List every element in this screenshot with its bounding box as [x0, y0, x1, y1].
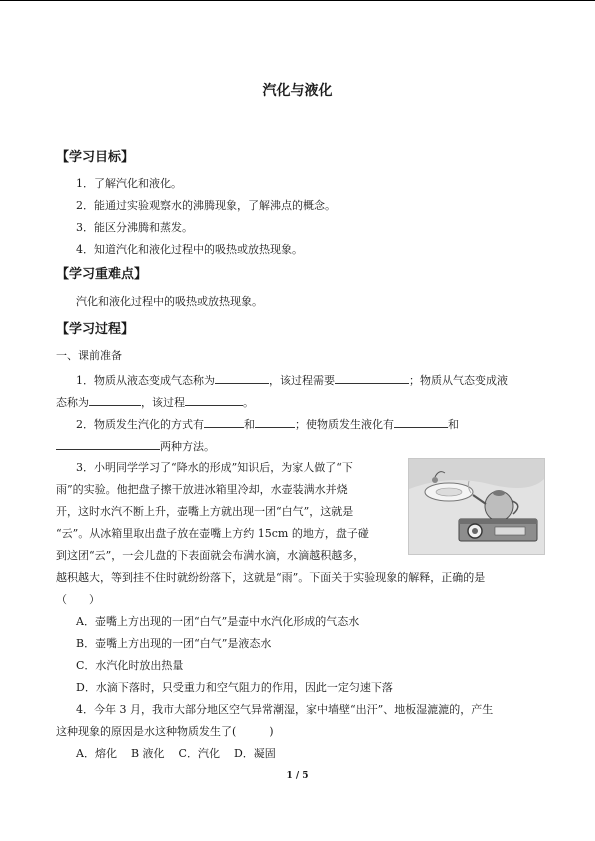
blank-field[interactable] [204, 416, 244, 428]
question-4-option-d: D．凝固 [233, 747, 276, 760]
question-3-line-1: 3．小明同学学习了“降水的形成”知识后，为家人做了“下 [76, 461, 353, 474]
question-4-option-b: B 液化 [130, 747, 165, 760]
blank-field[interactable] [255, 416, 295, 428]
heading-key-points: 【学习重难点】 [56, 267, 148, 282]
key-points-text: 汽化和液化过程中的吸热或放热现象。 [76, 295, 263, 308]
kettle-plate-illustration [409, 459, 544, 554]
blank-field[interactable] [335, 372, 409, 384]
objective-item-4: 4．知道汽化和液化过程中的吸热或放热现象。 [76, 243, 303, 256]
question-4-line-2: 这种现象的原因是水这种物质发生了( ) [56, 725, 274, 738]
question-1-line-2: 态称为 ，该过程 。 [56, 396, 254, 409]
blank-field[interactable] [56, 438, 160, 450]
question-4-line-1: 4．今年 3 月，我市大部分地区空气异常潮湿，家中墙壁“出汗”、地板湿漉漉的，产生 [76, 703, 494, 716]
question-4-option-c: C．汽化 [178, 747, 220, 760]
part-1-heading: 一、课前准备 [56, 349, 122, 362]
question-3-option-c: C．水汽化时放出热量 [76, 659, 184, 672]
question-3-option-b: B．壶嘴上方出现的一团“白气”是液态水 [76, 637, 272, 650]
heading-process: 【学习过程】 [56, 322, 135, 337]
experiment-illustration [408, 458, 545, 555]
heading-objectives: 【学习目标】 [56, 150, 135, 165]
question-3-option-a: A．壶嘴上方出现的一团“白气”是壶中水汽化形成的气态水 [76, 615, 360, 628]
blank-field[interactable] [215, 372, 269, 384]
question-2-line-1: 2．物质发生汽化的方式有 和 ；使物质发生液化有 和 [76, 418, 459, 431]
objective-item-2: 2．能通过实验观察水的沸腾现象，了解沸点的概念。 [76, 199, 336, 212]
question-4-option-a: A．熔化 [76, 747, 117, 760]
blank-field[interactable] [394, 416, 448, 428]
question-3-line-6: 越积越大，等到挂不住时就纷纷落下，这就是“雨”。下面关于实验现象的解释，正确的是 [56, 571, 486, 584]
objective-item-3: 3．能区分沸腾和蒸发。 [76, 221, 193, 234]
blank-field[interactable] [89, 394, 141, 406]
question-3-line-2: 雨”的实验。他把盘子擦干放进冰箱里冷却，水壶装满水并烧 [56, 483, 348, 496]
question-3-option-d: D．水滴下落时，只受重力和空气阻力的作用，因此一定匀速下落 [76, 681, 393, 694]
question-4-options [76, 747, 276, 761]
question-3-line-5: 到这团“云”，一会儿盘的下表面就会布满水滴，水滴越积越多， [56, 549, 365, 562]
blank-field[interactable] [185, 394, 243, 406]
objective-item-1: 1．了解汽化和液化。 [76, 177, 182, 190]
question-2-line-2: 两种方法。 [56, 438, 215, 454]
question-3-line-4: “云”。从冰箱里取出盘子放在壶嘴上方约 15cm 的地方，盘子碰 [56, 527, 369, 540]
page-title: 汽化与液化 [262, 83, 333, 99]
question-3-line-3: 开，这时水汽不断上升，壶嘴上方就出现一团“白气”，这就是 [56, 505, 354, 518]
page-number: 1 / 5 [286, 771, 309, 781]
question-3-line-7: （ ） [56, 593, 100, 606]
question-1-line-1: 1．物质从液态变成气态称为 ，该过程需要 ；物质从气态变成液 [76, 374, 508, 387]
